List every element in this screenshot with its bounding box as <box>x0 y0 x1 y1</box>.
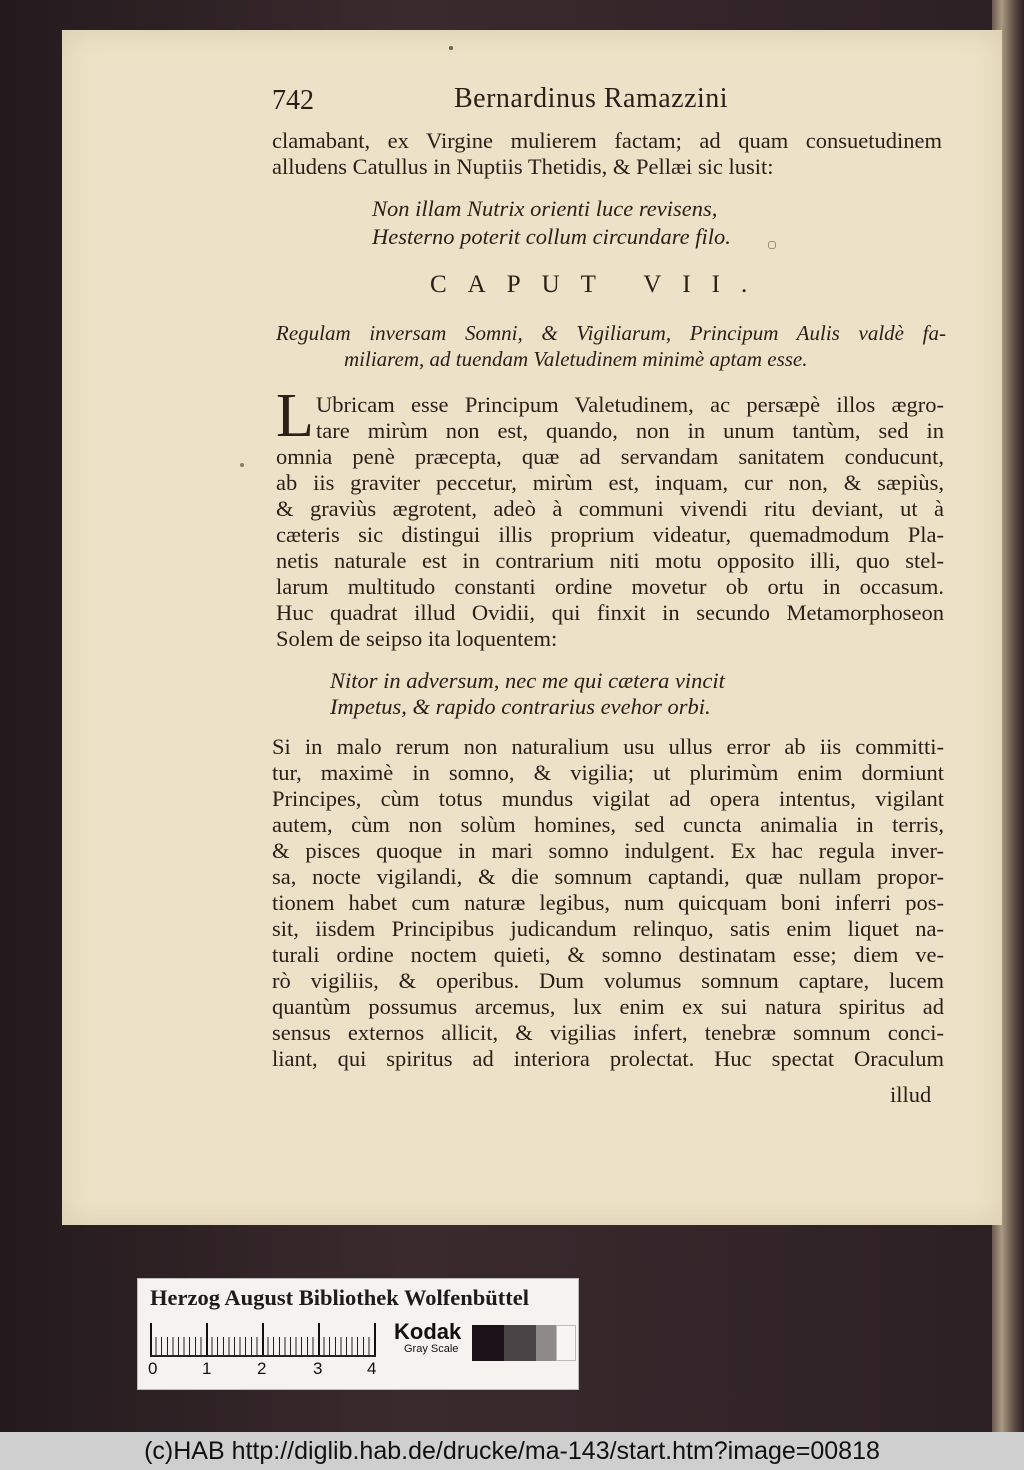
drop-cap: L <box>276 382 314 450</box>
chapter-summary-line: miliarem, ad tuendam Valetudinem minimè aptam esse. <box>344 347 808 371</box>
citation-footer: (c)HAB http://diglib.hab.de/drucke/ma-143/start.htm?image=00818 <box>0 1432 1024 1470</box>
paragraph-line: quantùm possumus arcemus, lux enim ex sui natura spiritus ad <box>272 994 944 1019</box>
paragraph-line: sensus externos allicit, & vigilias infert, tenebræ somnum conci- <box>272 1020 944 1045</box>
ruler-number: 2 <box>257 1359 267 1378</box>
measurement-ruler <box>150 1323 376 1357</box>
paragraph-line: Huc quadrat illud Ovidii, qui finxit in secundo Metamorphoseon <box>276 600 944 625</box>
paragraph-line: sa, nocte vigilandi, & die somnum captandi, quæ nullam propor- <box>272 864 944 889</box>
running-head-author: Bernardinus Ramazzini <box>454 83 729 114</box>
paper-speck <box>449 46 453 50</box>
paragraph-line: sit, iisdem Principibus judicandum relinquo, satis enim liquet na- <box>272 916 944 941</box>
paragraph-line: cæteris sic distingui illis proprium videatur, quemadmodum Pla- <box>276 522 944 547</box>
paragraph-line: Ubricam esse Principum Valetudinem, ac persæpè illos ægro- <box>316 392 944 417</box>
book-page <box>62 30 1002 1225</box>
kodak-logo: Kodak <box>394 1319 462 1344</box>
paragraph-line: netis naturale est in contrarium niti motu opposito illi, quo stel- <box>276 548 944 573</box>
text-line: clamabant, ex Virgine mulierem factam; ad quam consuetudinem <box>272 128 942 153</box>
ruler-number: 1 <box>202 1359 212 1378</box>
paragraph-line: omnia penè præcepta, quæ ad servandam sanitatem conducunt, <box>276 444 944 469</box>
verse-line: Impetus, & rapido contrarius evehor orbi. <box>330 694 711 719</box>
color-calibration-card <box>137 1278 579 1390</box>
paragraph-line: ab iis graviter peccetur, mirùm est, inquam, cur non, & sæpiùs, <box>276 470 944 495</box>
paragraph-line: & pisces quoque in mari somno indulgent. Ex hac regula inver- <box>272 838 944 863</box>
gray-swatch <box>536 1325 556 1361</box>
text-line: alludens Catullus in Nuptiis Thetidis, & Pellæi sic lusit: <box>272 154 774 179</box>
paper-speck <box>768 241 776 249</box>
paragraph-line: tur, maximè in somno, & vigilia; ut plurimùm enim dormiunt <box>272 760 944 785</box>
page-number: 742 <box>272 85 314 116</box>
paragraph-line: tionem habet cum naturæ legibus, num quicquam boni inferri pos- <box>272 890 944 915</box>
paragraph-line: Solem de seipso ita loquentem: <box>276 626 558 651</box>
chapter-heading: CAPUT VII. <box>430 271 769 298</box>
paragraph-line: liant, qui spiritus ad interiora prolectat. Huc spectat Oraculum <box>272 1046 944 1071</box>
gray-scale-label: Gray Scale <box>404 1343 459 1355</box>
ruler-number: 3 <box>313 1359 323 1378</box>
paragraph-line: turali ordine noctem quieti, & somno destinatam esse; diem ve- <box>272 942 944 967</box>
gray-swatch <box>504 1325 536 1361</box>
institution-label: Herzog August Bibliothek Wolfenbüttel <box>150 1285 529 1310</box>
chapter-summary-line: Regulam inversam Somni, & Vigiliarum, Principum Aulis valdè fa- <box>276 321 946 345</box>
verse-line: Non illam Nutrix orienti luce revisens, <box>372 196 718 221</box>
paragraph-line: rò vigiliis, & operibus. Dum volumus somnum captare, lucem <box>272 968 944 993</box>
paper-speck <box>240 463 244 467</box>
ruler-number: 0 <box>148 1359 158 1378</box>
paragraph-line: Principes, cùm totus mundus vigilat ad opera intentus, vigilant <box>272 786 944 811</box>
catchword: illud <box>890 1082 932 1107</box>
gray-swatch <box>556 1325 576 1361</box>
gray-swatch <box>472 1325 504 1361</box>
paragraph-line: Si in malo rerum non naturalium usu ullus error ab iis committi- <box>272 734 944 759</box>
paragraph-line: tare mirùm non est, quando, non in unum tantùm, sed in <box>316 418 944 443</box>
paragraph-line: autem, cùm non solùm homines, sed cuncta animalia in terris, <box>272 812 944 837</box>
verse-line: Nitor in adversum, nec me qui cætera vincit <box>330 668 725 693</box>
paragraph-line: & graviùs ægrotent, adeò à communi vivendi ritu deviant, ut à <box>276 496 944 521</box>
paragraph-line: larum multitudo constanti ordine movetur ob ortu in occasum. <box>276 574 944 599</box>
ruler-number: 4 <box>367 1359 377 1378</box>
verse-line: Hesterno poterit collum circundare filo. <box>372 224 731 249</box>
